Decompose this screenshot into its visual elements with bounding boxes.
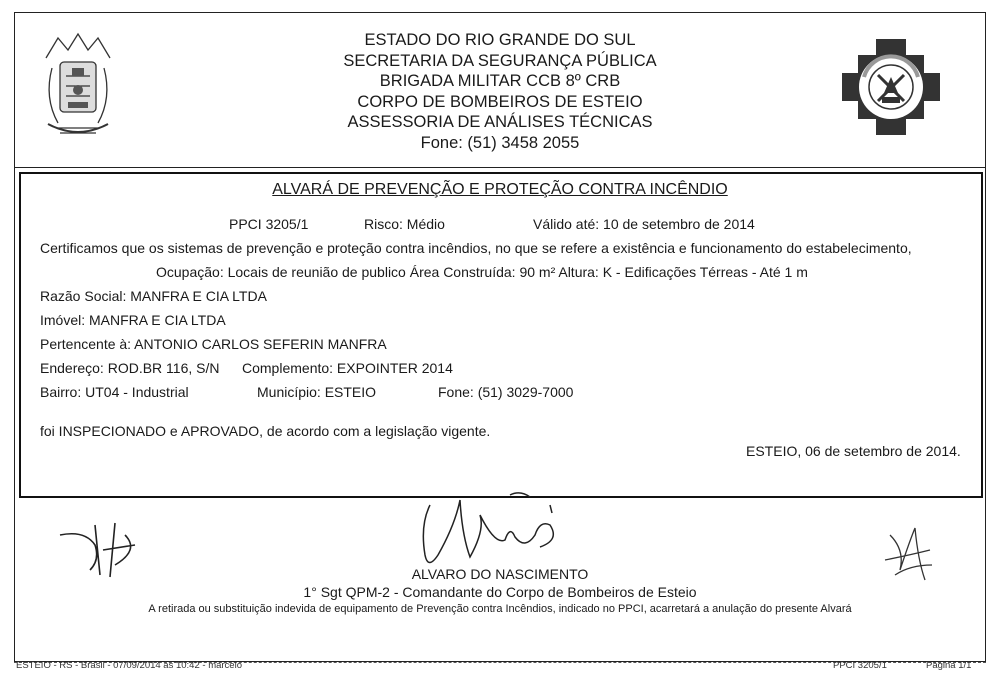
place-and-date: ESTEIO, 06 de setembro de 2014. [746,443,961,459]
property-name: Imóvel: MANFRA E CIA LTDA [40,312,226,328]
ppci-number: PPCI 3205/1 [229,216,309,232]
occupation-info: Ocupação: Locais de reunião de publico Área Construída: 90 m² Altura: K - Edificações Térreas - Até 1 m [156,264,808,280]
certificate-title: ALVARÁ DE PREVENÇÃO E PROTEÇÃO CONTRA INCÊNDIO [272,181,728,198]
footer-page-number: Página 1/1 [926,660,972,671]
company-name: Razão Social: MANFRA E CIA LTDA [40,288,267,304]
valid-until: Válido até: 10 de setembro de 2014 [533,216,755,232]
institution-header [250,30,750,153]
risk-level: Risco: Médio [364,216,445,232]
owner-name: Pertencente à: ANTONIO CARLOS SEFERIN MANFRA [40,336,387,352]
signer-role: 1° Sgt QPM-2 - Comandante do Corpo de Bombeiros de Esteio [303,584,697,600]
approval-statement: foi INSPECIONADO e APROVADO, de acordo com a legislação vigente. [40,423,491,439]
district: Bairro: UT04 - Industrial [40,384,189,400]
municipality: Município: ESTEIO [257,384,377,400]
footer-print-info: ESTEIO - RS - Brasil - 07/09/2014 às 10:42 - marcelo [16,660,242,671]
legal-notice: A retirada ou substituição indevida de equipamento de Prevenção contra Incêndios, indicado no PPCI, acarretará a anulação do presente Alvará [148,603,852,615]
state-coat-of-arms-icon [38,28,118,148]
header-brigade: BRIGADA MILITAR CCB 8º CRB [379,72,621,90]
footer-ppci: PPCI 3205/1 [833,660,887,671]
certification-statement: Certificamos que os sistemas de prevenção e proteção contra incêndios, no que se refere a existência e funcionamento do estabelecimento, [40,240,912,256]
header-secretariat: SECRETARIA DA SEGURANÇA PÚBLICA [343,51,657,70]
address-complement: Complemento: EXPOINTER 2014 [242,360,453,376]
phone-number: Fone: (51) 3029-7000 [438,384,574,400]
address: Endereço: ROD.BR 116, S/N [40,360,220,376]
header-separator [14,167,986,168]
header-assessoria: ASSESSORIA DE ANÁLISES TÉCNICAS [347,113,653,131]
signer-name: ALVARO DO NASCIMENTO [411,566,589,582]
header-state: ESTADO DO RIO GRANDE DO SUL [364,31,636,49]
fire-department-badge-icon [840,37,942,137]
header-phone: Fone: (51) 3458 2055 [420,133,580,152]
header-fire-corps: CORPO DE BOMBEIROS DE ESTEIO [357,92,643,111]
